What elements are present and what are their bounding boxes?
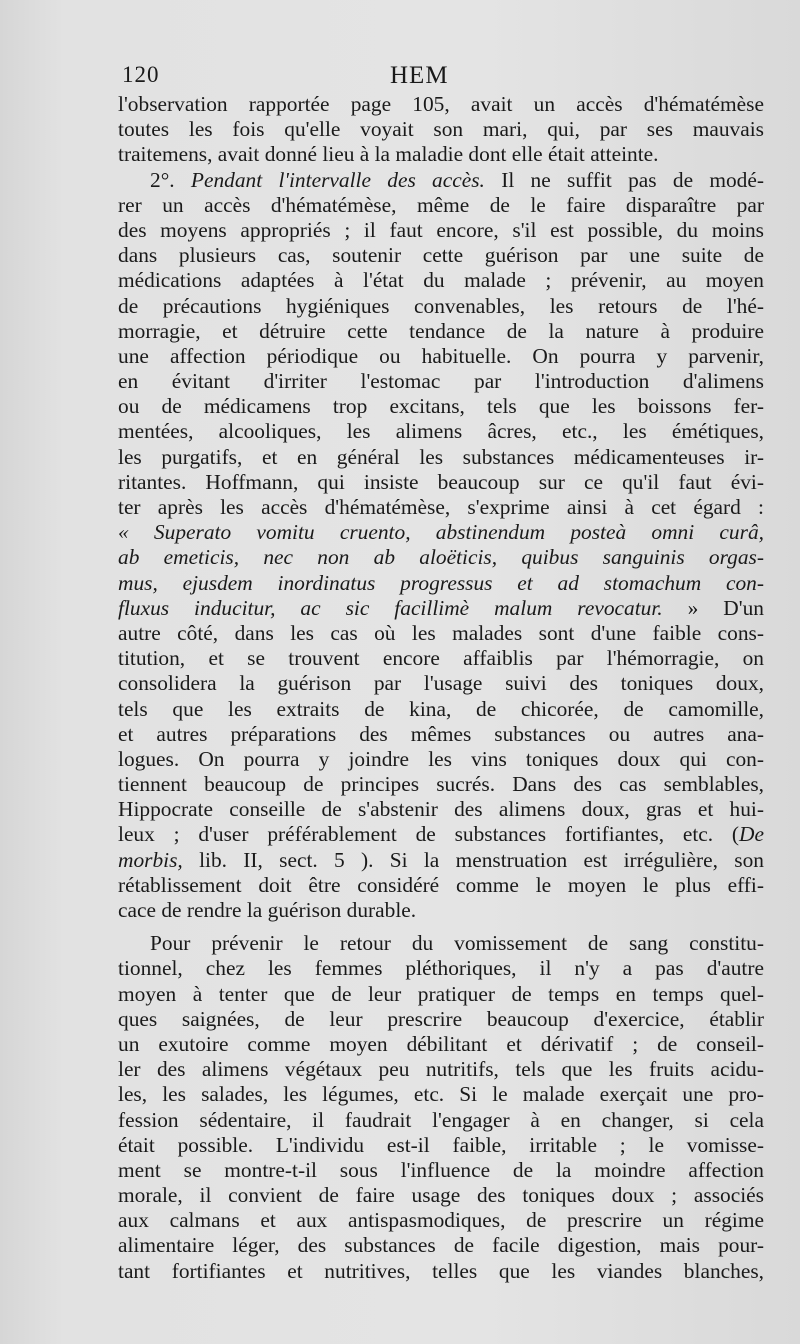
text-line: rétablissement doit être considéré comme le moyen le plus effi-	[118, 872, 764, 897]
text-line: fession sédentaire, il faudrait l'engager à en changer, si cela	[118, 1107, 764, 1132]
text-line: des moyens appropriés ; il faut encore, s'il est possible, du moins	[118, 217, 764, 242]
text-line: tionnel, chez les femmes pléthoriques, il n'y a pas d'autre	[118, 956, 764, 981]
text-line: dans plusieurs cas, soutenir cette guérison par une suite de	[118, 243, 764, 268]
text-line: autre côté, dans les cas où les malades sont d'une faible cons-	[118, 620, 764, 645]
text-line: ab emeticis, nec non ab aloëticis, quibus sanguinis orgas-	[118, 545, 764, 570]
text-line: mus, ejusdem inordinatus progressus et ad stomachum con-	[118, 570, 764, 595]
page-header	[118, 62, 768, 92]
paragraph-1	[118, 92, 764, 168]
text-line: de précautions hygiéniques convenables, les retours de l'hé-	[118, 293, 764, 318]
text-line: un exutoire comme moyen débilitant et dérivatif ; de conseil-	[118, 1031, 764, 1056]
text-line: les purgatifs, et en général les substances médicamenteuses ir-	[118, 444, 764, 469]
text-line: ler des alimens végétaux peu nutritifs, tels que les fruits acidu-	[118, 1057, 764, 1082]
text-line: était possible. L'individu est-il faible, irritable ; le vomisse-	[118, 1132, 764, 1157]
text-line: tant fortifiantes et nutritives, telles que les viandes blanches,	[118, 1258, 764, 1283]
text-line: et autres préparations des mêmes substances ou autres ana-	[118, 721, 764, 746]
section-title: Pendant l'intervalle des accès.	[190, 167, 485, 192]
text-line: cace de rendre la guérison durable.	[118, 898, 417, 922]
text-line	[118, 848, 764, 873]
citation-title: morbis,	[118, 847, 183, 872]
text-line: ou de médicamens trop excitans, tels que les boissons fer-	[118, 394, 764, 419]
quote-fragment: fluxus inducitur, ac sic facillimè malum revocatur.	[118, 595, 663, 620]
text-line: rer un accès d'hématémèse, même de le faire disparaître par	[118, 192, 764, 217]
text-fragment: lib. II, sect. 5 ). Si la menstruation est irrégulière, son	[199, 847, 764, 872]
running-head: HEM	[390, 62, 449, 89]
text-line: morragie, et détruire cette tendance de la nature à produire	[118, 318, 764, 343]
text-line: tels que les extraits de kina, de chicorée, de camomille,	[118, 696, 764, 721]
text-line: médications adaptées à l'état du malade ; prévenir, au moyen	[118, 268, 764, 293]
text-line: en évitant d'irriter l'estomac par l'introduction d'alimens	[118, 369, 764, 394]
text-line: ter après les accès d'hématémèse, s'exprime ainsi à cet égard :	[118, 495, 764, 519]
section-number: 2°.	[150, 167, 175, 192]
section-heading-line	[118, 168, 764, 193]
text-line: traitemens, avait donné lieu à la maladie dont elle était atteinte.	[118, 142, 659, 167]
text-line	[118, 596, 764, 621]
latin-quote	[118, 520, 764, 596]
citation-title: De	[739, 822, 764, 847]
text-line: titution, et se trouvent encore affaiblis par l'hémorragie, on	[118, 646, 764, 671]
paragraph-2	[118, 168, 764, 924]
text-line: morale, il convient de faire usage des toniques doux ; associés	[118, 1183, 764, 1208]
text-line: Pour prévenir le retour du vomissement de sang constitu-	[150, 931, 764, 956]
text-line: toutes les fois qu'elle voyait son mari, qui, par ses mauvais	[118, 117, 764, 142]
text-body	[118, 92, 764, 1284]
paragraph-3	[118, 931, 764, 1284]
text-line: Hippocrate conseille de s'abstenir des alimens doux, gras et hui-	[118, 797, 764, 822]
line-group	[118, 873, 764, 898]
text-line: l'observation rapportée page 105, avait un accès d'hématémèse	[118, 92, 764, 116]
line-group	[118, 621, 764, 823]
page-number: 120	[122, 62, 160, 87]
text-line: les, les salades, les légumes, etc. Si le malade exerçait une pro-	[118, 1082, 764, 1107]
text-fragment: » D'un	[687, 595, 764, 620]
text-line: alimentaire léger, des substances de facile digestion, mais pour-	[118, 1233, 764, 1258]
text-fragment: leux ; d'user préférablement de substances fortifiantes, etc. (	[118, 822, 740, 847]
text-line	[118, 822, 764, 847]
text-line: tiennent beaucoup de principes sucrés. Dans des cas semblables,	[118, 772, 764, 797]
text-line: consolidera la guérison par l'usage suivi des toniques doux,	[118, 671, 764, 696]
text-fragment: Il ne suffit pas de modé-	[501, 167, 764, 192]
text-line: ritantes. Hoffmann, qui insiste beaucoup sur ce qu'il faut évi-	[118, 469, 764, 494]
text-line: « Superato vomitu cruento, abstinendum posteà omni curâ,	[118, 520, 764, 545]
text-line: ment se montre-t-il sous l'influence de la moindre affection	[118, 1157, 764, 1182]
text-line: moyen à tenter que de leur pratiquer de temps en temps quel-	[118, 981, 764, 1006]
line-group	[118, 193, 764, 520]
text-line: mentées, alcooliques, les alimens âcres, etc., les émétiques,	[118, 419, 764, 444]
text-line: logues. On pourra y joindre les vins toniques doux qui con-	[118, 746, 764, 771]
text-line: aux calmans et aux antispasmodiques, de prescrire un régime	[118, 1208, 764, 1233]
text-line: une affection périodique ou habituelle. On pourra y parvenir,	[118, 343, 764, 368]
text-line: ques saignées, de leur prescrire beaucoup d'exercice, établir	[118, 1006, 764, 1031]
